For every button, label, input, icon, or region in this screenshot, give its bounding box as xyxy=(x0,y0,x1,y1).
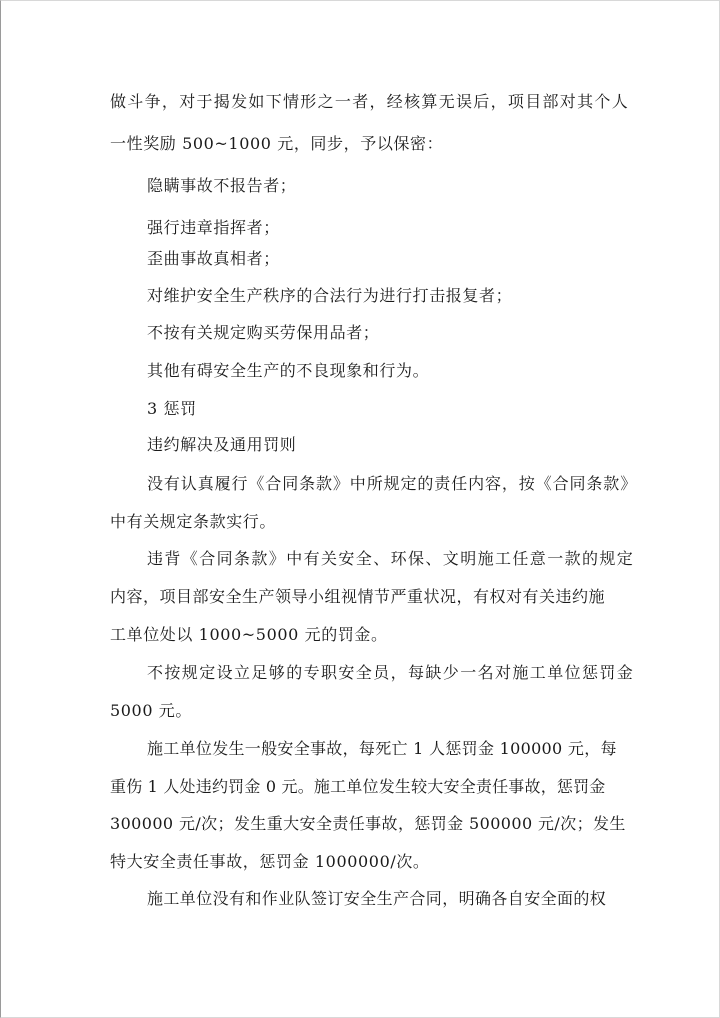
list-item: 不按有关规定购买劳保用品者； xyxy=(147,323,380,342)
list-item: 歪曲事故真相者； xyxy=(147,249,280,268)
list-item: 强行违章指挥者； xyxy=(147,218,280,237)
text-line: 施工单位没有和作业队签订安全生产合同，明确各自安全面的权 xyxy=(147,889,607,908)
subsection-heading: 违约解决及通用罚则 xyxy=(147,435,297,454)
list-item: 对维护安全生产秩序的合法行为进行打击报复者； xyxy=(147,286,513,305)
list-item: 隐瞒事故不报告者； xyxy=(147,176,297,195)
text-line: 违背《合同条款》中有关安全、环保、文明施工任意一款的规定 xyxy=(147,549,635,568)
text-line: 5000 元。 xyxy=(110,701,193,720)
list-item: 其他有碍安全生产的不良现象和行为。 xyxy=(147,361,430,380)
text-line: 不按规定设立足够的专职安全员，每缺少一名对施工单位惩罚金 xyxy=(147,663,635,682)
text-line: 内容，项目部安全生产领导小组视情节严重状况，有权对有关违约施 xyxy=(110,587,606,606)
text-line: 特大安全责任事故，惩罚金 1000000/次。 xyxy=(110,852,430,871)
text-line: 施工单位发生一般安全事故，每死亡 1 人惩罚金 100000 元，每 xyxy=(147,739,617,758)
text-line: 中有关规定条款实行。 xyxy=(110,512,277,531)
text-line: 重伤 1 人处违约罚金 0 元。施工单位发生较大安全责任事故，惩罚金 xyxy=(110,777,606,796)
text-line: 工单位处以 1000~5000 元的罚金。 xyxy=(110,625,388,644)
text-line: 做斗争，对于揭发如下情形之一者，经核算无误后，项目部对其个人 xyxy=(110,92,630,111)
text-line: 300000 元/次；发生重大安全责任事故，惩罚金 500000 元/次；发生 xyxy=(110,814,626,833)
section-heading: 3 惩罚 xyxy=(147,399,197,418)
text-line: 没有认真履行《合同条款》中所规定的责任内容，按《合同条款》 xyxy=(147,474,638,493)
text-line: 一性奖励 500~1000 元，同步，予以保密： xyxy=(110,134,444,153)
